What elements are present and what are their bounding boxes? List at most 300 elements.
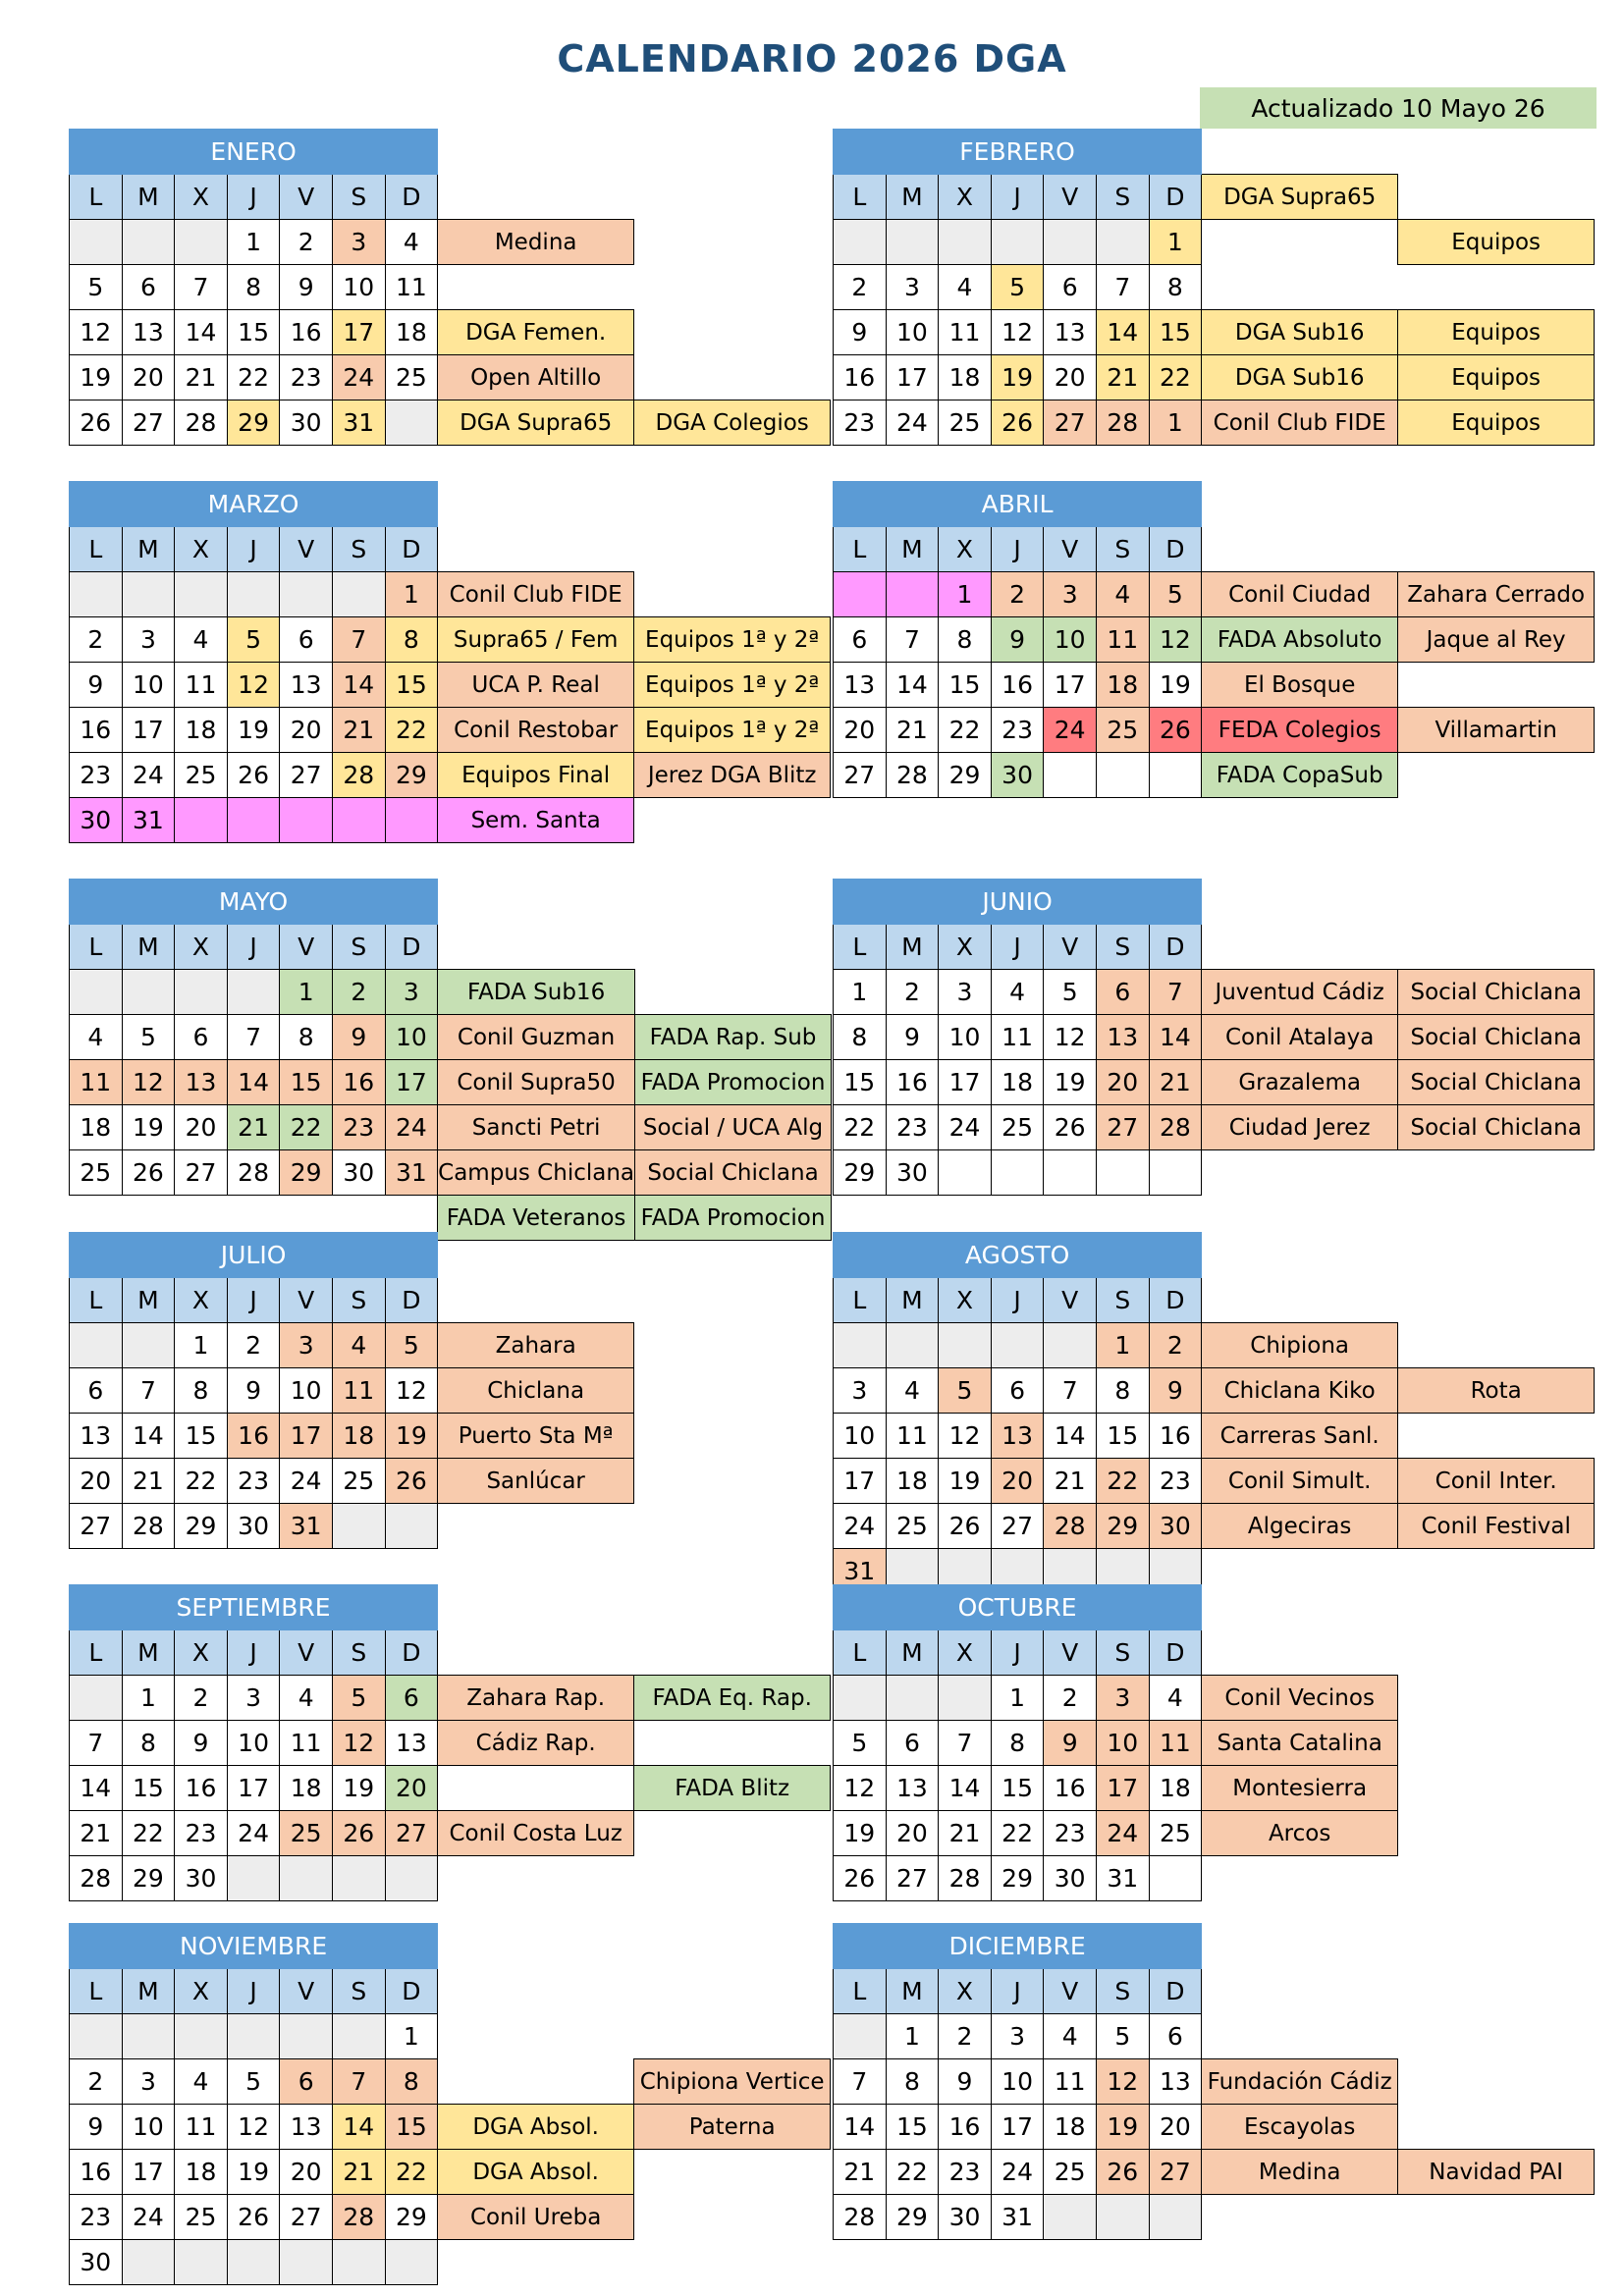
day-cell: 7	[939, 1721, 992, 1766]
event-cell	[634, 1811, 831, 1856]
weekday-header: V	[280, 175, 333, 220]
event-cell: FADA Absoluto	[1202, 617, 1398, 663]
event-cell: Chiclana Kiko	[1202, 1368, 1398, 1414]
event-cell: FADA Eq. Rap.	[634, 1676, 831, 1721]
day-cell	[175, 970, 228, 1015]
weekday-header: J	[991, 1969, 1044, 2014]
day-cell: 12	[1149, 617, 1202, 663]
day-cell: 4	[385, 220, 438, 265]
day-cell	[122, 970, 175, 1015]
day-cell: 7	[1149, 970, 1202, 1015]
day-cell: 31	[834, 1549, 887, 1594]
month-mayo	[69, 879, 832, 1241]
day-cell	[280, 572, 333, 617]
day-cell: 10	[122, 2105, 175, 2150]
event-cell	[438, 1856, 634, 1901]
day-cell: 20	[834, 708, 887, 753]
day-cell: 27	[834, 753, 887, 798]
event-cell: Conil Club FIDE	[438, 572, 634, 617]
weekday-header: X	[939, 1630, 992, 1676]
day-cell: 21	[70, 1811, 123, 1856]
day-cell: 11	[70, 1060, 123, 1105]
event-cell	[635, 970, 832, 1015]
event-cell	[438, 527, 634, 572]
day-cell: 22	[1149, 355, 1202, 400]
weekday-header: D	[385, 1278, 438, 1323]
day-cell: 25	[1149, 1811, 1202, 1856]
event-cell: Jerez DGA Blitz	[634, 753, 831, 798]
day-cell: 20	[1096, 1060, 1149, 1105]
day-cell: 4	[175, 617, 228, 663]
day-cell: 6	[280, 2059, 333, 2105]
event-cell: DGA Sub16	[1202, 310, 1398, 355]
day-cell: 1	[991, 1676, 1044, 1721]
day-cell: 26	[1096, 2150, 1149, 2195]
weekday-header: M	[886, 175, 939, 220]
event-cell	[634, 310, 831, 355]
day-cell	[1149, 1856, 1202, 1901]
event-cell: DGA Supra65	[438, 400, 634, 446]
day-cell: 17	[385, 1060, 438, 1105]
day-cell: 2	[70, 617, 123, 663]
day-cell: 16	[70, 2150, 123, 2195]
weekday-header: S	[1096, 925, 1149, 970]
day-cell: 12	[991, 310, 1044, 355]
day-cell: 15	[385, 2105, 438, 2150]
day-cell: 13	[122, 310, 175, 355]
day-cell: 19	[834, 1811, 887, 1856]
weekday-header: J	[227, 1630, 280, 1676]
day-cell: 13	[1149, 2059, 1202, 2105]
month-enero	[69, 129, 831, 446]
day-cell: 19	[1149, 663, 1202, 708]
day-cell: 10	[886, 310, 939, 355]
day-cell: 23	[834, 400, 887, 446]
day-cell: 21	[332, 2150, 385, 2195]
day-cell: 4	[991, 970, 1044, 1015]
event-cell	[1202, 1856, 1398, 1901]
event-cell: Conil Vecinos	[1202, 1676, 1398, 1721]
day-cell	[227, 798, 280, 843]
day-cell: 31	[280, 1504, 333, 1549]
day-cell: 5	[227, 617, 280, 663]
weekday-header: S	[1096, 1278, 1149, 1323]
event-cell: Social Chiclana	[1398, 1105, 1595, 1150]
day-cell: 6	[70, 1368, 123, 1414]
event-cell: Arcos	[1202, 1811, 1398, 1856]
day-cell: 4	[1149, 1676, 1202, 1721]
event-cell: Conil Supra50	[438, 1060, 635, 1105]
day-cell: 27	[1149, 2150, 1202, 2195]
weekday-header: X	[939, 1278, 992, 1323]
event-cell	[634, 355, 831, 400]
day-cell: 14	[332, 2105, 385, 2150]
day-cell	[280, 1856, 333, 1901]
day-cell	[1044, 1323, 1097, 1368]
weekday-header: J	[227, 175, 280, 220]
event-cell	[1398, 1630, 1595, 1676]
event-cell	[634, 1630, 831, 1676]
day-cell: 2	[175, 1676, 228, 1721]
event-cell: DGA Femen.	[438, 310, 634, 355]
day-cell: 22	[385, 708, 438, 753]
day-cell: 14	[332, 663, 385, 708]
day-cell: 31	[332, 400, 385, 446]
day-cell: 18	[886, 1459, 939, 1504]
event-cell: Zahara Rap.	[438, 1676, 634, 1721]
day-cell: 4	[280, 1676, 333, 1721]
day-cell: 10	[227, 1721, 280, 1766]
day-cell: 17	[886, 355, 939, 400]
weekday-header: V	[280, 925, 333, 970]
day-cell: 20	[886, 1811, 939, 1856]
day-cell: 14	[122, 1414, 175, 1459]
day-cell	[227, 970, 280, 1015]
event-cell	[1398, 663, 1595, 708]
event-cell: Grazalema	[1202, 1060, 1398, 1105]
day-cell	[227, 1856, 280, 1901]
month-title: NOVIEMBRE	[70, 1924, 438, 1969]
day-cell: 22	[385, 2150, 438, 2195]
day-cell: 5	[332, 1676, 385, 1721]
day-cell: 10	[834, 1414, 887, 1459]
event-cell	[438, 2240, 634, 2285]
day-cell: 10	[332, 265, 385, 310]
day-cell: 22	[939, 708, 992, 753]
weekday-header: L	[834, 1969, 887, 2014]
event-cell: Equipos 1ª y 2ª	[634, 663, 831, 708]
day-cell: 8	[122, 1721, 175, 1766]
day-cell: 25	[1044, 2150, 1097, 2195]
event-cell: Rota	[1398, 1368, 1595, 1414]
day-cell: 16	[227, 1414, 280, 1459]
event-cell: Conil Inter.	[1398, 1459, 1595, 1504]
day-cell: 20	[1149, 2105, 1202, 2150]
day-cell: 15	[385, 663, 438, 708]
event-cell	[1398, 175, 1595, 220]
day-cell: 26	[939, 1504, 992, 1549]
event-cell: Open Altillo	[438, 355, 634, 400]
day-cell: 15	[1149, 310, 1202, 355]
day-cell: 17	[332, 310, 385, 355]
day-cell: 21	[1149, 1060, 1202, 1105]
day-cell: 7	[70, 1721, 123, 1766]
weekday-header: V	[1044, 527, 1097, 572]
day-cell: 3	[1044, 572, 1097, 617]
day-cell: 21	[227, 1105, 280, 1150]
weekday-header: S	[1096, 527, 1149, 572]
day-cell: 20	[1044, 355, 1097, 400]
day-cell: 3	[122, 617, 175, 663]
day-cell: 5	[122, 1015, 175, 1060]
day-cell: 15	[886, 2105, 939, 2150]
day-cell	[122, 220, 175, 265]
event-cell	[1398, 753, 1595, 798]
day-cell: 18	[280, 1766, 333, 1811]
month-title: JULIO	[70, 1233, 438, 1278]
weekday-header: J	[991, 925, 1044, 970]
day-cell: 20	[175, 1105, 228, 1150]
day-cell: 20	[280, 2150, 333, 2195]
day-cell: 20	[991, 1459, 1044, 1504]
weekday-header: X	[939, 1969, 992, 2014]
day-cell: 28	[332, 2195, 385, 2240]
day-cell: 14	[939, 1766, 992, 1811]
day-cell: 12	[1044, 1015, 1097, 1060]
day-cell: 21	[175, 355, 228, 400]
day-cell	[332, 2014, 385, 2059]
day-cell: 27	[175, 1150, 228, 1196]
day-cell: 8	[1096, 1368, 1149, 1414]
day-cell: 8	[991, 1721, 1044, 1766]
day-cell: 18	[332, 1414, 385, 1459]
day-cell: 17	[227, 1766, 280, 1811]
day-cell: 15	[175, 1414, 228, 1459]
weekday-header: M	[122, 527, 175, 572]
day-cell	[385, 2240, 438, 2285]
weekday-header: M	[122, 1630, 175, 1676]
weekday-header: J	[991, 527, 1044, 572]
event-cell: Conil Guzman	[438, 1015, 635, 1060]
day-cell: 18	[175, 708, 228, 753]
day-cell: 28	[834, 2195, 887, 2240]
day-cell	[280, 2240, 333, 2285]
day-cell: 29	[886, 2195, 939, 2240]
event-cell: Zahara	[438, 1323, 634, 1368]
day-cell: 28	[332, 753, 385, 798]
event-cell: FADA Rap. Sub	[635, 1015, 832, 1060]
day-cell: 23	[332, 1105, 385, 1150]
event-cell	[438, 2014, 634, 2059]
day-cell: 18	[1044, 2105, 1097, 2150]
event-cell: FADA Blitz	[634, 1766, 831, 1811]
day-cell: 24	[886, 400, 939, 446]
day-cell	[886, 572, 939, 617]
event-cell: Sanlúcar	[438, 1459, 634, 1504]
weekday-header: L	[70, 1630, 123, 1676]
event-cell: DGA Absol.	[438, 2105, 634, 2150]
day-cell: 6	[834, 617, 887, 663]
event-cell	[634, 1504, 831, 1549]
day-cell: 15	[991, 1766, 1044, 1811]
day-cell: 1	[834, 970, 887, 1015]
weekday-header: J	[991, 1278, 1044, 1323]
day-cell	[70, 1323, 123, 1368]
weekday-header: L	[834, 1278, 887, 1323]
day-cell: 3	[227, 1676, 280, 1721]
day-cell: 18	[70, 1105, 123, 1150]
day-cell: 24	[122, 753, 175, 798]
day-cell	[1096, 753, 1149, 798]
day-cell: 31	[991, 2195, 1044, 2240]
event-cell: FADA Veteranos	[438, 1196, 635, 1241]
month-julio	[69, 1232, 831, 1549]
day-cell: 24	[834, 1504, 887, 1549]
event-cell: Juventud Cádiz	[1202, 970, 1398, 1015]
event-cell: DGA Sub16	[1202, 355, 1398, 400]
day-cell	[939, 1676, 992, 1721]
day-cell: 18	[939, 355, 992, 400]
day-cell: 21	[886, 708, 939, 753]
day-cell: 16	[70, 708, 123, 753]
day-cell: 23	[939, 2150, 992, 2195]
day-cell: 8	[939, 617, 992, 663]
event-cell	[438, 2059, 634, 2105]
event-cell	[1398, 1856, 1595, 1901]
day-cell: 26	[1044, 1105, 1097, 1150]
day-cell	[175, 220, 228, 265]
day-cell: 14	[1044, 1414, 1097, 1459]
day-cell: 22	[122, 1811, 175, 1856]
day-cell	[385, 1504, 438, 1549]
day-cell	[1149, 1150, 1202, 1196]
weekday-header: M	[122, 1969, 175, 2014]
weekday-header: S	[1096, 1630, 1149, 1676]
day-cell: 26	[834, 1856, 887, 1901]
event-cell	[1398, 527, 1595, 572]
day-cell: 2	[991, 572, 1044, 617]
day-cell: 15	[834, 1060, 887, 1105]
month-septiembre	[69, 1584, 831, 1901]
day-cell: 27	[1096, 1105, 1149, 1150]
day-cell: 3	[122, 2059, 175, 2105]
day-cell: 24	[227, 1811, 280, 1856]
day-cell: 26	[991, 400, 1044, 446]
event-cell: FADA CopaSub	[1202, 753, 1398, 798]
event-cell	[438, 265, 634, 310]
event-cell: Equipos Final	[438, 753, 634, 798]
weekday-header: M	[886, 1630, 939, 1676]
day-cell	[991, 220, 1044, 265]
event-cell	[634, 220, 831, 265]
day-cell: 30	[886, 1150, 939, 1196]
event-cell: FADA Sub16	[438, 970, 635, 1015]
day-cell: 2	[834, 265, 887, 310]
day-cell: 24	[385, 1105, 438, 1150]
weekday-header: V	[1044, 1630, 1097, 1676]
day-cell: 5	[227, 2059, 280, 2105]
event-cell: Equipos 1ª y 2ª	[634, 617, 831, 663]
day-cell	[332, 1856, 385, 1901]
day-cell	[1044, 2195, 1097, 2240]
day-cell: 13	[175, 1060, 228, 1105]
day-cell: 17	[122, 708, 175, 753]
day-cell: 12	[122, 1060, 175, 1105]
weekday-header: V	[280, 1969, 333, 2014]
day-cell: 4	[1096, 572, 1149, 617]
month-diciembre	[833, 1923, 1595, 2240]
day-cell: 8	[227, 265, 280, 310]
event-cell	[1398, 2195, 1595, 2240]
weekday-header: L	[70, 527, 123, 572]
day-cell: 23	[70, 2195, 123, 2240]
event-cell	[635, 925, 832, 970]
day-cell: 20	[122, 355, 175, 400]
weekday-header: S	[1096, 175, 1149, 220]
weekday-header: V	[1044, 925, 1097, 970]
day-cell: 12	[332, 1721, 385, 1766]
day-cell: 21	[1044, 1459, 1097, 1504]
day-cell: 7	[227, 1015, 280, 1060]
day-cell: 31	[122, 798, 175, 843]
event-cell: UCA P. Real	[438, 663, 634, 708]
day-cell	[1044, 753, 1097, 798]
day-cell: 22	[834, 1105, 887, 1150]
day-cell: 9	[175, 1721, 228, 1766]
day-cell: 6	[122, 265, 175, 310]
day-cell: 16	[1044, 1766, 1097, 1811]
event-cell: Algeciras	[1202, 1504, 1398, 1549]
day-cell: 1	[886, 2014, 939, 2059]
event-cell: Medina	[438, 220, 634, 265]
day-cell: 7	[175, 265, 228, 310]
day-cell	[939, 1323, 992, 1368]
weekday-header: L	[70, 1278, 123, 1323]
weekday-header: L	[70, 925, 123, 970]
day-cell: 4	[70, 1015, 123, 1060]
day-cell	[834, 572, 887, 617]
event-cell	[634, 1323, 831, 1368]
day-cell: 8	[834, 1015, 887, 1060]
event-cell: Equipos	[1398, 355, 1595, 400]
day-cell: 1	[175, 1323, 228, 1368]
day-cell	[175, 798, 228, 843]
weekday-header: M	[122, 1278, 175, 1323]
day-cell: 25	[939, 400, 992, 446]
day-cell: 13	[280, 2105, 333, 2150]
day-cell: 30	[991, 753, 1044, 798]
day-cell: 10	[1096, 1721, 1149, 1766]
day-cell: 15	[939, 663, 992, 708]
day-cell: 9	[227, 1368, 280, 1414]
weekday-header: J	[227, 925, 280, 970]
event-cell	[634, 1721, 831, 1766]
day-cell: 8	[385, 2059, 438, 2105]
day-cell: 24	[1044, 708, 1097, 753]
event-cell: Conil Restobar	[438, 708, 634, 753]
event-cell	[438, 1630, 634, 1676]
day-cell: 13	[385, 1721, 438, 1766]
weekday-header: D	[1149, 1278, 1202, 1323]
day-cell: 17	[280, 1414, 333, 1459]
day-cell	[227, 572, 280, 617]
weekday-header: D	[1149, 925, 1202, 970]
day-cell	[1044, 1150, 1097, 1196]
day-cell: 16	[939, 2105, 992, 2150]
weekday-header: S	[332, 1278, 385, 1323]
day-cell: 19	[1044, 1060, 1097, 1105]
day-cell: 11	[332, 1368, 385, 1414]
event-cell: Fundación Cádiz	[1202, 2059, 1398, 2105]
day-cell: 15	[122, 1766, 175, 1811]
day-cell: 1	[227, 220, 280, 265]
day-cell: 13	[1096, 1015, 1149, 1060]
event-cell: FADA Promocion	[635, 1060, 832, 1105]
day-cell: 19	[939, 1459, 992, 1504]
day-cell: 25	[175, 753, 228, 798]
day-cell	[834, 220, 887, 265]
day-cell: 9	[1149, 1368, 1202, 1414]
day-cell	[70, 572, 123, 617]
weekday-header: X	[175, 1969, 228, 2014]
day-cell: 17	[939, 1060, 992, 1105]
day-cell: 21	[939, 1811, 992, 1856]
weekday-header: D	[1149, 1969, 1202, 2014]
day-cell: 11	[175, 2105, 228, 2150]
day-cell: 1	[939, 572, 992, 617]
day-cell: 6	[991, 1368, 1044, 1414]
day-cell: 21	[332, 708, 385, 753]
